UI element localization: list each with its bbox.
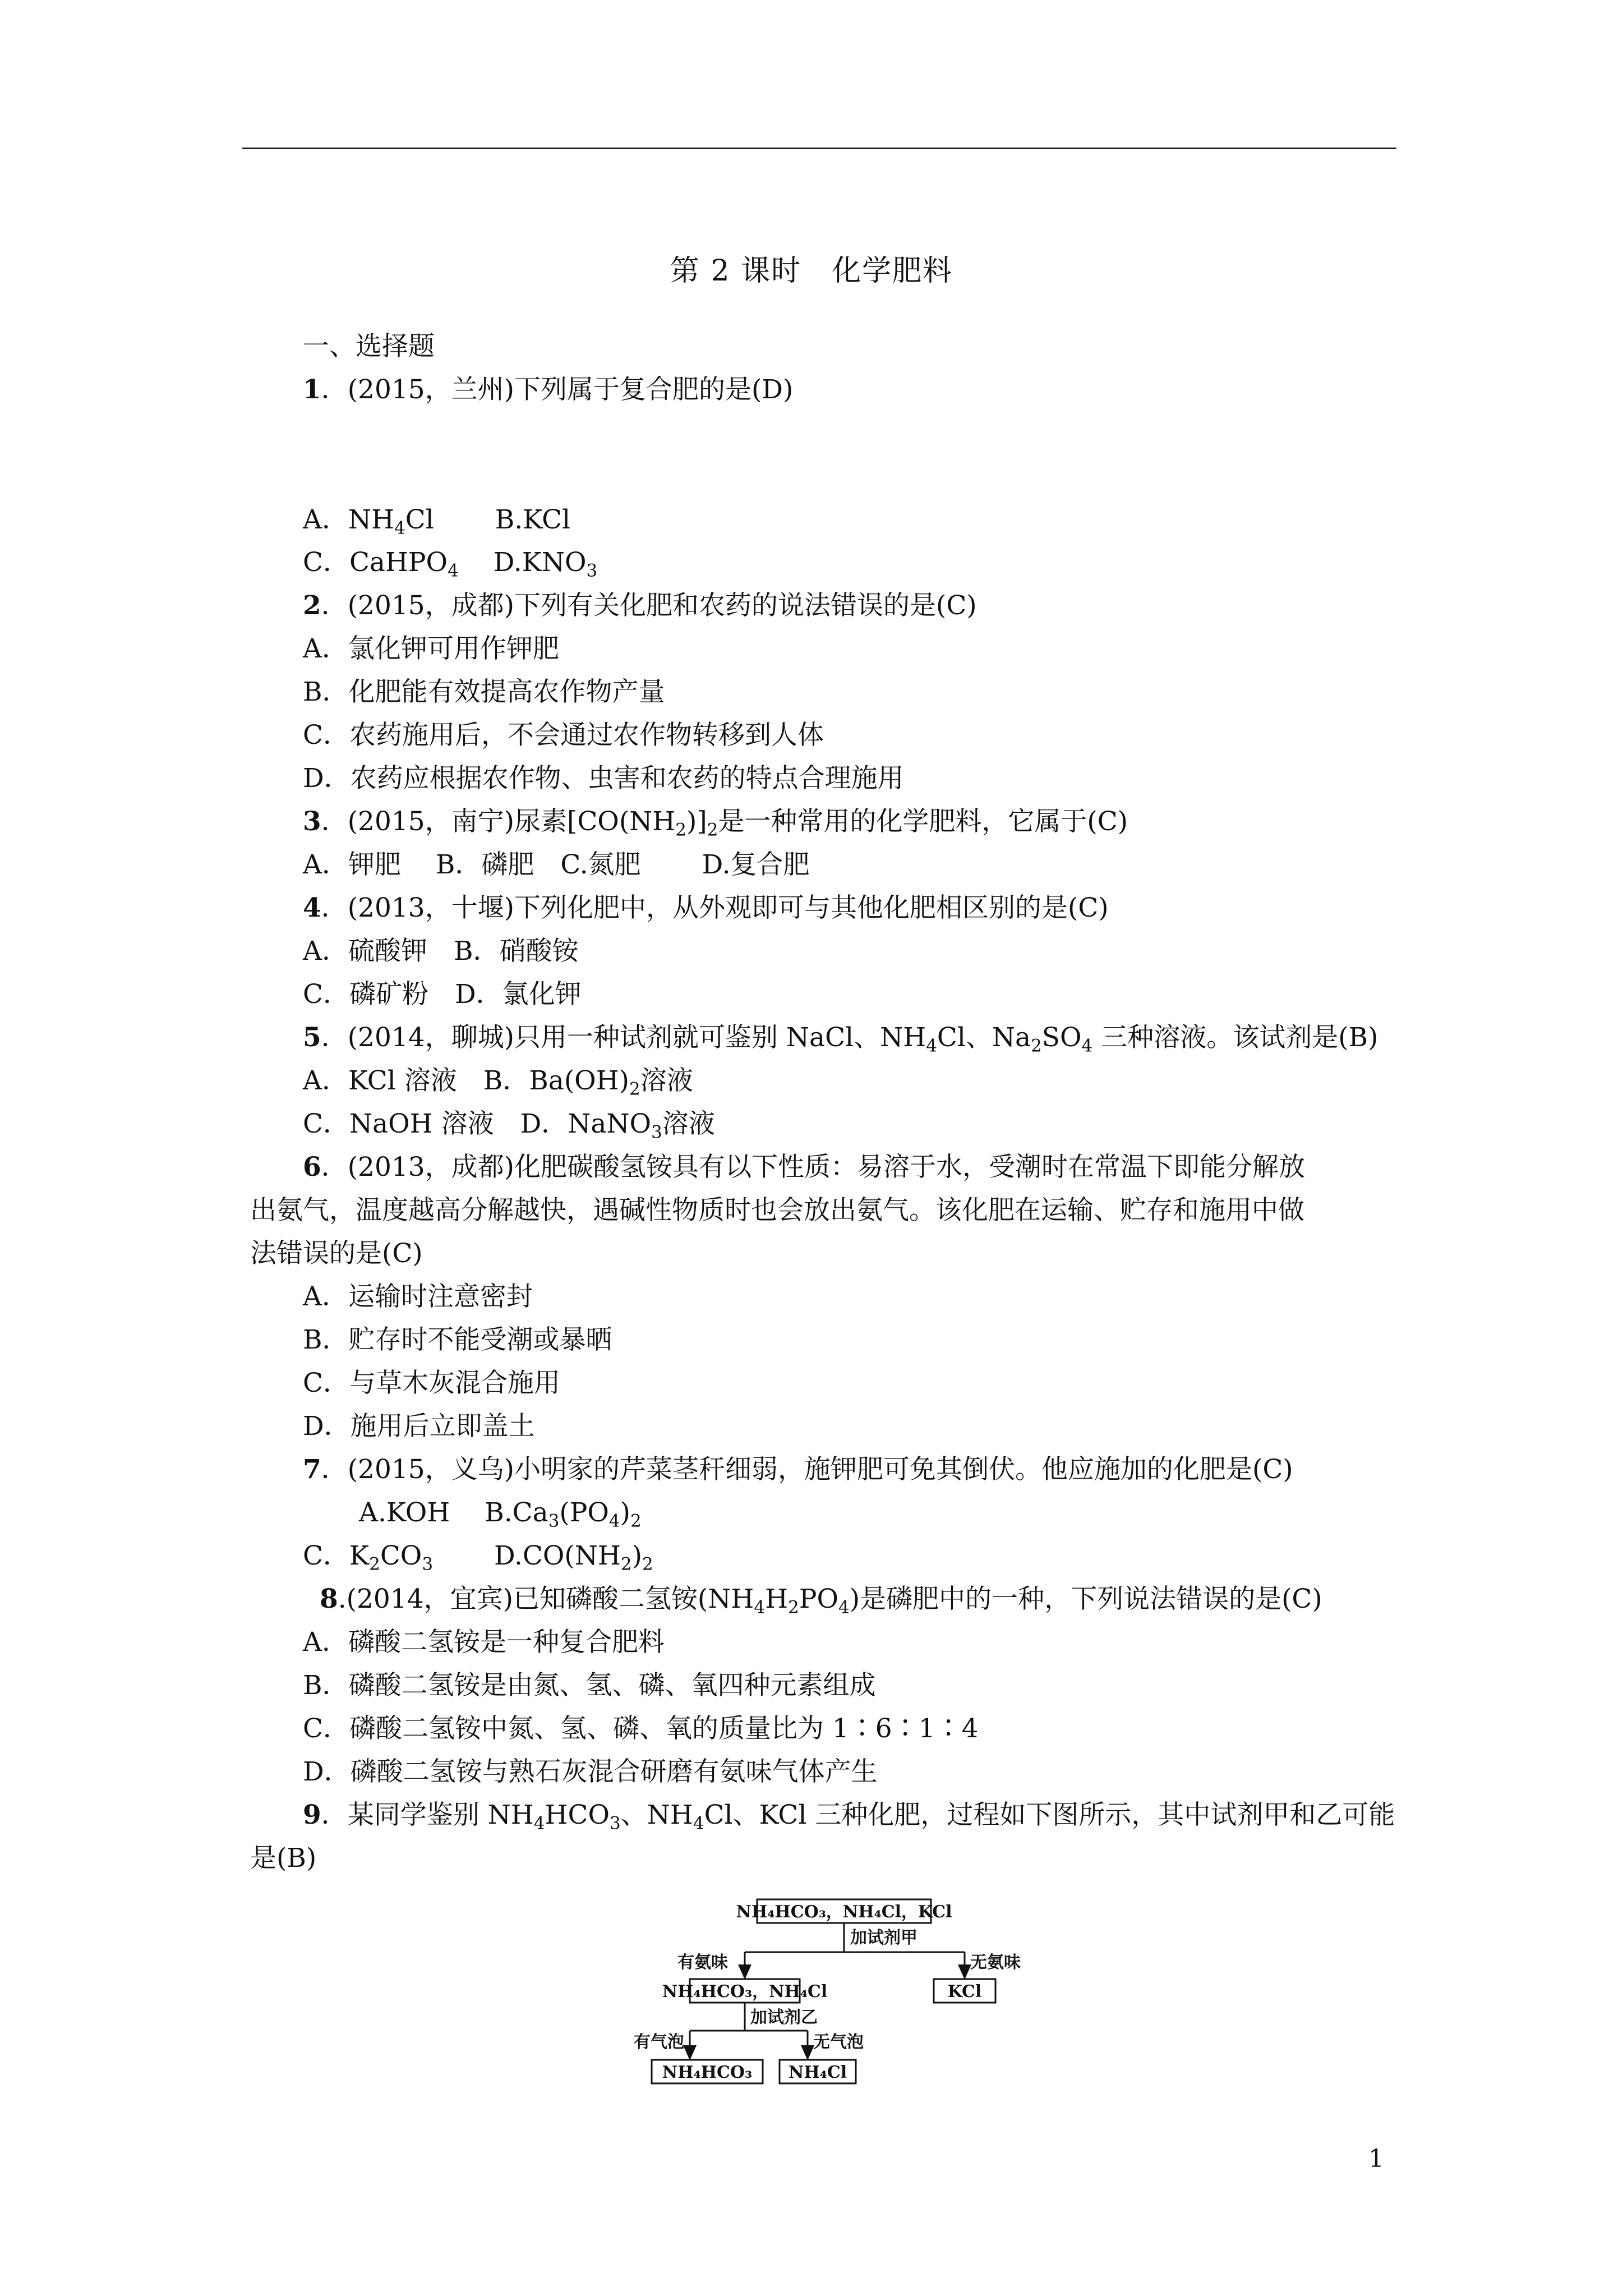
question-9-stem-line1: 9．某同学鉴别 $NH_4HCO_3$、$NH_4Cl$、KCl 三种化肥，过程如下图所示，其中试剂甲和乙可能 bbox=[303, 1800, 1395, 1834]
question-8-option-a: A．磷酸二氢铵是一种复合肥料 bbox=[303, 1627, 665, 1658]
question-5-options-ab: A．KCl 溶液 B．$Ba(OH)_2$溶液 bbox=[303, 1065, 693, 1099]
question-3-options: A．钾肥 B．磷肥 C.氮肥 D.复合肥 bbox=[303, 849, 810, 880]
question-8-option-c: C．磷酸二氢铵中氮、氢、磷、氧的质量比为 1∶6∶1∶4 bbox=[303, 1713, 979, 1744]
question-6-option-a: A．运输时注意密封 bbox=[303, 1281, 533, 1312]
question-4-stem: 4．(2013，十堰)下列化肥中，从外观即可与其他化肥相区别的是(C) bbox=[303, 892, 1109, 923]
flow-right-branch-2: 无气泡 bbox=[813, 2032, 864, 2052]
question-8-option-b: B．磷酸二氢铵是由氮、氢、磷、氧四种元素组成 bbox=[303, 1670, 876, 1701]
question-6-option-b: B．贮存时不能受潮或暴晒 bbox=[303, 1324, 612, 1355]
flow-left-branch-1: 有氨味 bbox=[677, 1953, 728, 1972]
page-number: 1 bbox=[1368, 2145, 1384, 2173]
question-7-options-cd: C．$K_2CO_3$ $D.CO(NH_2)_2$ bbox=[303, 1540, 653, 1575]
question-8-stem: 8.(2014，宜宾)已知磷酸二氢铵$(NH_4H_2PO_4)$是磷肥中的一种，下列说法错误的是(C) bbox=[320, 1584, 1322, 1618]
flow-top-label: NH₄HCO₃，NH₄Cl，KCl bbox=[736, 1902, 952, 1922]
question-3-stem: 3．(2015，南宁)尿素$[CO(NH_2)]_2$是一种常用的化学肥料，它属于(C) bbox=[303, 806, 1128, 840]
question-2-option-a: A．氯化钾可用作钾肥 bbox=[303, 633, 559, 664]
question-6-stem-line2: 出氨气，温度越高分解越快，遇碱性物质时也会放出氨气。该化肥在运输、贮存和施用中做 bbox=[250, 1195, 1304, 1226]
flow-right-branch-1: 无氨味 bbox=[970, 1953, 1021, 1972]
question-7-options-ab: A.KOH $B.Ca_3(PO_4)_2$ bbox=[359, 1497, 642, 1531]
question-number: 1 bbox=[303, 374, 321, 405]
identification-flowchart bbox=[634, 1896, 1043, 2109]
question-1-options-ab: A．$NH_4Cl$ B.KCl bbox=[303, 504, 571, 539]
flow-bottom-left-label: NH₄HCO₃ bbox=[662, 2063, 753, 2082]
question-6-option-d: D．施用后立即盖土 bbox=[303, 1411, 535, 1442]
question-1-options-cd: C．CaHPO$_4$ $D.KNO_3$ bbox=[303, 547, 598, 581]
question-2-option-b: B．化肥能有效提高农作物产量 bbox=[303, 677, 665, 707]
flow-bottom-right-label: NH₄Cl bbox=[788, 2063, 847, 2082]
flow-reagent-2: 加试剂乙 bbox=[750, 2008, 818, 2027]
question-6-stem-line1: 6．(2013，成都)化肥碳酸氢铵具有以下性质：易溶于水，受潮时在常温下即能分解放 bbox=[303, 1152, 1305, 1182]
question-8-option-d: D．磷酸二氢铵与熟石灰混合研磨有氨味气体产生 bbox=[303, 1756, 878, 1787]
flow-kcl-label: KCl bbox=[947, 1982, 982, 2001]
question-4-options-ab: A．硫酸钾 B．硝酸铵 bbox=[303, 936, 579, 967]
question-4-options-cd: C．磷矿粉 D．氯化钾 bbox=[303, 979, 582, 1010]
question-2-option-d: D．农药应根据农作物、虫害和农药的特点合理施用 bbox=[303, 763, 904, 794]
question-7-stem: 7．(2015，义乌)小明家的芹菜茎秆细弱，施钾肥可免其倒伏。他应施加的化肥是(C) bbox=[303, 1454, 1293, 1485]
question-2-option-c: C．农药施用后，不会通过农作物转移到人体 bbox=[303, 720, 824, 751]
question-9-stem-line2: 是(B) bbox=[250, 1843, 317, 1874]
question-6-stem-line3: 法错误的是(C) bbox=[250, 1238, 423, 1269]
page-title: 第 2 课时 化学肥料 bbox=[670, 254, 953, 288]
question-2-stem: 2．(2015，成都)下列有关化肥和农药的说法错误的是(C) bbox=[303, 590, 977, 621]
flow-left-branch-2: 有气泡 bbox=[634, 2032, 684, 2052]
header-rule bbox=[242, 148, 1396, 149]
flow-middle-label: NH₄HCO₃，NH₄Cl bbox=[662, 1982, 828, 2001]
question-6-option-c: C．与草木灰混合施用 bbox=[303, 1368, 560, 1398]
question-1-stem: 1．(2015，兰州)下列属于复合肥的是(D) bbox=[303, 374, 794, 405]
question-5-options-cd: C．NaOH 溶液 D．NaNO$_3$溶液 bbox=[303, 1108, 715, 1143]
question-5-stem: 5．(2014，聊城)只用一种试剂就可鉴别 NaCl、$NH_4Cl$、$Na_2SO_4$ 三种溶液。该试剂是(B) bbox=[303, 1022, 1378, 1056]
flow-reagent-1: 加试剂甲 bbox=[850, 1928, 917, 1948]
section-heading: 一、选择题 bbox=[303, 331, 435, 362]
